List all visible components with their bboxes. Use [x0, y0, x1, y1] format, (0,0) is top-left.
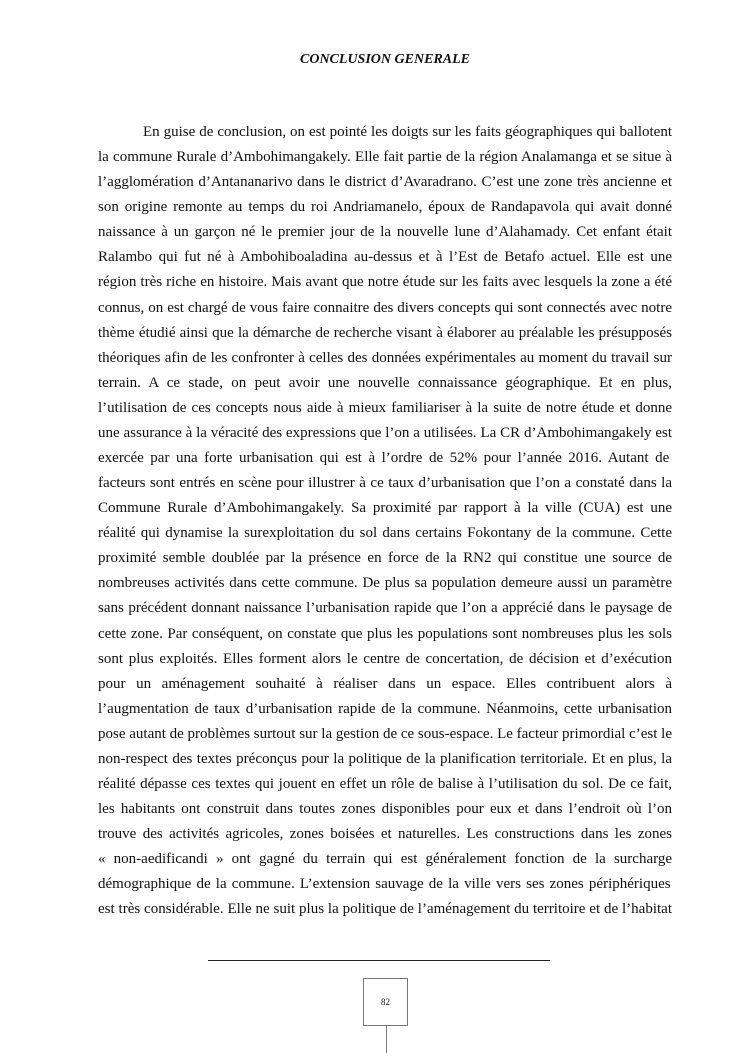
paragraph-line	[98, 497, 672, 522]
paragraph-line-text: « non-aedificandi » ont gagné du terrain qui est généralement fonction de la surcharge	[98, 851, 672, 868]
paragraph-line	[98, 723, 672, 748]
paragraph-line-text: la commune Rurale d’Ambohimangakely. Elle fait partie de la région Analamanga et se situe à	[98, 149, 672, 166]
paragraph-line	[98, 873, 672, 898]
paragraph-line	[98, 221, 672, 246]
paragraph-line	[98, 397, 672, 422]
paragraph-line-text: facteurs sont entrés en scène pour illustrer à ce taux d’urbanisation que l’on a constaté dans la	[98, 475, 672, 492]
paragraph-line-text: Commune Rurale d’Ambohimangakely. Sa proximité par rapport à la ville (CUA) est une	[98, 500, 672, 517]
paragraph-line-text: l’utilisation de ces concepts nous aide à mieux familiariser à la suite de notre étude et donne	[98, 399, 672, 416]
paragraph-line-text: terrain. A ce stade, on peut avoir une nouvelle connaissance géographique. Et en plus,	[98, 374, 672, 391]
paragraph-line-text: non-respect des textes préconçus pour la politique de la planification territoriale. Et en plus, la	[98, 750, 672, 767]
paragraph-line-text: pose autant de problèmes surtout sur la gestion de ce sous-espace. Le facteur primordial c’est le	[98, 725, 672, 742]
paragraph-line	[98, 372, 672, 397]
conclusion-paragraph	[98, 121, 672, 924]
paragraph-line-text: nombreuses activités dans cette commune. De plus sa population demeure aussi un paramètre	[98, 575, 672, 592]
paragraph-line-text: thème étudié ainsi que la démarche de recherche visant à élaborer au préalable les présupposés	[98, 324, 672, 341]
paragraph-line	[98, 121, 672, 146]
paragraph-line	[98, 447, 672, 472]
paragraph-line	[98, 522, 672, 547]
paragraph-line	[98, 848, 672, 873]
paragraph-line-text: démographique de la commune. L’extension sauvage de la ville vers ses zones périphériques	[98, 876, 671, 893]
paragraph-line-text: connus, on est chargé de vous faire connaitre des divers concepts qui sont connectés avec notre	[98, 299, 672, 316]
page-number: 82	[381, 997, 390, 1007]
paragraph-line-text: réalité dépasse ces textes qui jouent en effet un rôle de balise à l’utilisation du sol. De ce fait,	[98, 776, 672, 793]
paragraph-line	[98, 422, 672, 447]
paragraph-line	[98, 597, 672, 622]
paragraph-line-text: trouve des activités agricoles, zones boisées et naturelles. Les constructions dans les zones	[98, 826, 672, 843]
paragraph-line	[98, 347, 672, 372]
paragraph-line	[98, 572, 672, 597]
paragraph-line	[98, 196, 672, 221]
paragraph-line-text: réalité qui dynamise la surexploitation du sol dans certains Fokontany de la commune. Cette	[98, 525, 672, 542]
paragraph-line-text: l’agglomération d’Antananarivo dans le district d’Avaradrano. C’est une zone très ancienne et	[98, 174, 672, 191]
paragraph-line	[98, 146, 672, 171]
paragraph-line-text: exercée par una forte urbanisation qui est à l’ordre de 52% pour l’année 2016. Autant de	[98, 450, 670, 467]
paragraph-line-text: sans précédent donnant naissance l’urbanisation rapide que l’on a apprécié dans le paysage de	[98, 600, 672, 617]
page-number-connector	[386, 1025, 387, 1053]
paragraph-line-text: proximité semble doublée par la présence en force de la RN2 qui constitue une source de	[98, 550, 672, 567]
paragraph-line-text: est très considérable. Elle ne suit plus la politique de l’aménagement du territoire et de l’habitat	[98, 901, 672, 918]
paragraph-line	[98, 322, 672, 347]
paragraph-line	[98, 773, 672, 798]
paragraph-line	[98, 271, 672, 296]
paragraph-line	[98, 472, 672, 497]
paragraph-line-text: les habitants ont construit dans toutes zones disponibles pour eux et dans l’endroit où l’on	[98, 801, 672, 818]
paragraph-line-text: l’augmentation de taux d’urbanisation rapide de la commune. Néanmoins, cette urbanisation	[98, 700, 672, 717]
paragraph-line	[98, 623, 672, 648]
paragraph-line-text: théoriques afin de les confronter à celles des données expérimentales au moment du travail sur	[98, 349, 672, 366]
paragraph-line	[98, 673, 672, 698]
page-title: CONCLUSION GENERALE	[300, 52, 470, 67]
paragraph-line-text: région très riche en histoire. Mais avant que notre étude sur les faits avec lesquels la zone a été	[98, 274, 672, 291]
paragraph-line	[98, 648, 672, 673]
footer-divider	[208, 960, 550, 961]
paragraph-line-text: En guise de conclusion, on est pointé les doigts sur les faits géographiques qui ballotent	[143, 124, 672, 140]
paragraph-line	[98, 171, 672, 196]
paragraph-line-text: cette zone. Par conséquent, on constate que plus les populations sont nombreuses plus les sols	[98, 625, 672, 642]
paragraph-line-text: son origine remonte au temps du roi Andriamanelo, époux de Randapavola qui avait donné	[98, 199, 672, 216]
paragraph-line-text: une assurance à la véracité des expressions que l’on a utilisées. La CR d’Ambohimangakely est	[98, 424, 672, 441]
paragraph-line	[98, 698, 672, 723]
paragraph-line-text: naissance à un garçon né le premier jour de la nouvelle lune d’Alahamady. Cet enfant était	[98, 224, 672, 241]
paragraph-line	[98, 798, 672, 823]
paragraph-line-text: pour un aménagement souhaité à réaliser dans un espace. Elles contribuent alors à	[98, 675, 672, 692]
paragraph-line	[98, 246, 672, 271]
paragraph-line	[98, 823, 672, 848]
paragraph-line-text: Ralambo qui fut né à Ambohiboaladina au-dessus et à l’Est de Betafo actuel. Elle est une	[98, 249, 672, 266]
paragraph-line	[98, 547, 672, 572]
paragraph-line	[98, 748, 672, 773]
paragraph-line	[98, 898, 672, 923]
paragraph-line-text: sont plus exploités. Elles forment alors le centre de concertation, de décision et d’exécution	[98, 650, 672, 667]
paragraph-line	[98, 297, 672, 322]
page-number-box	[363, 978, 408, 1026]
